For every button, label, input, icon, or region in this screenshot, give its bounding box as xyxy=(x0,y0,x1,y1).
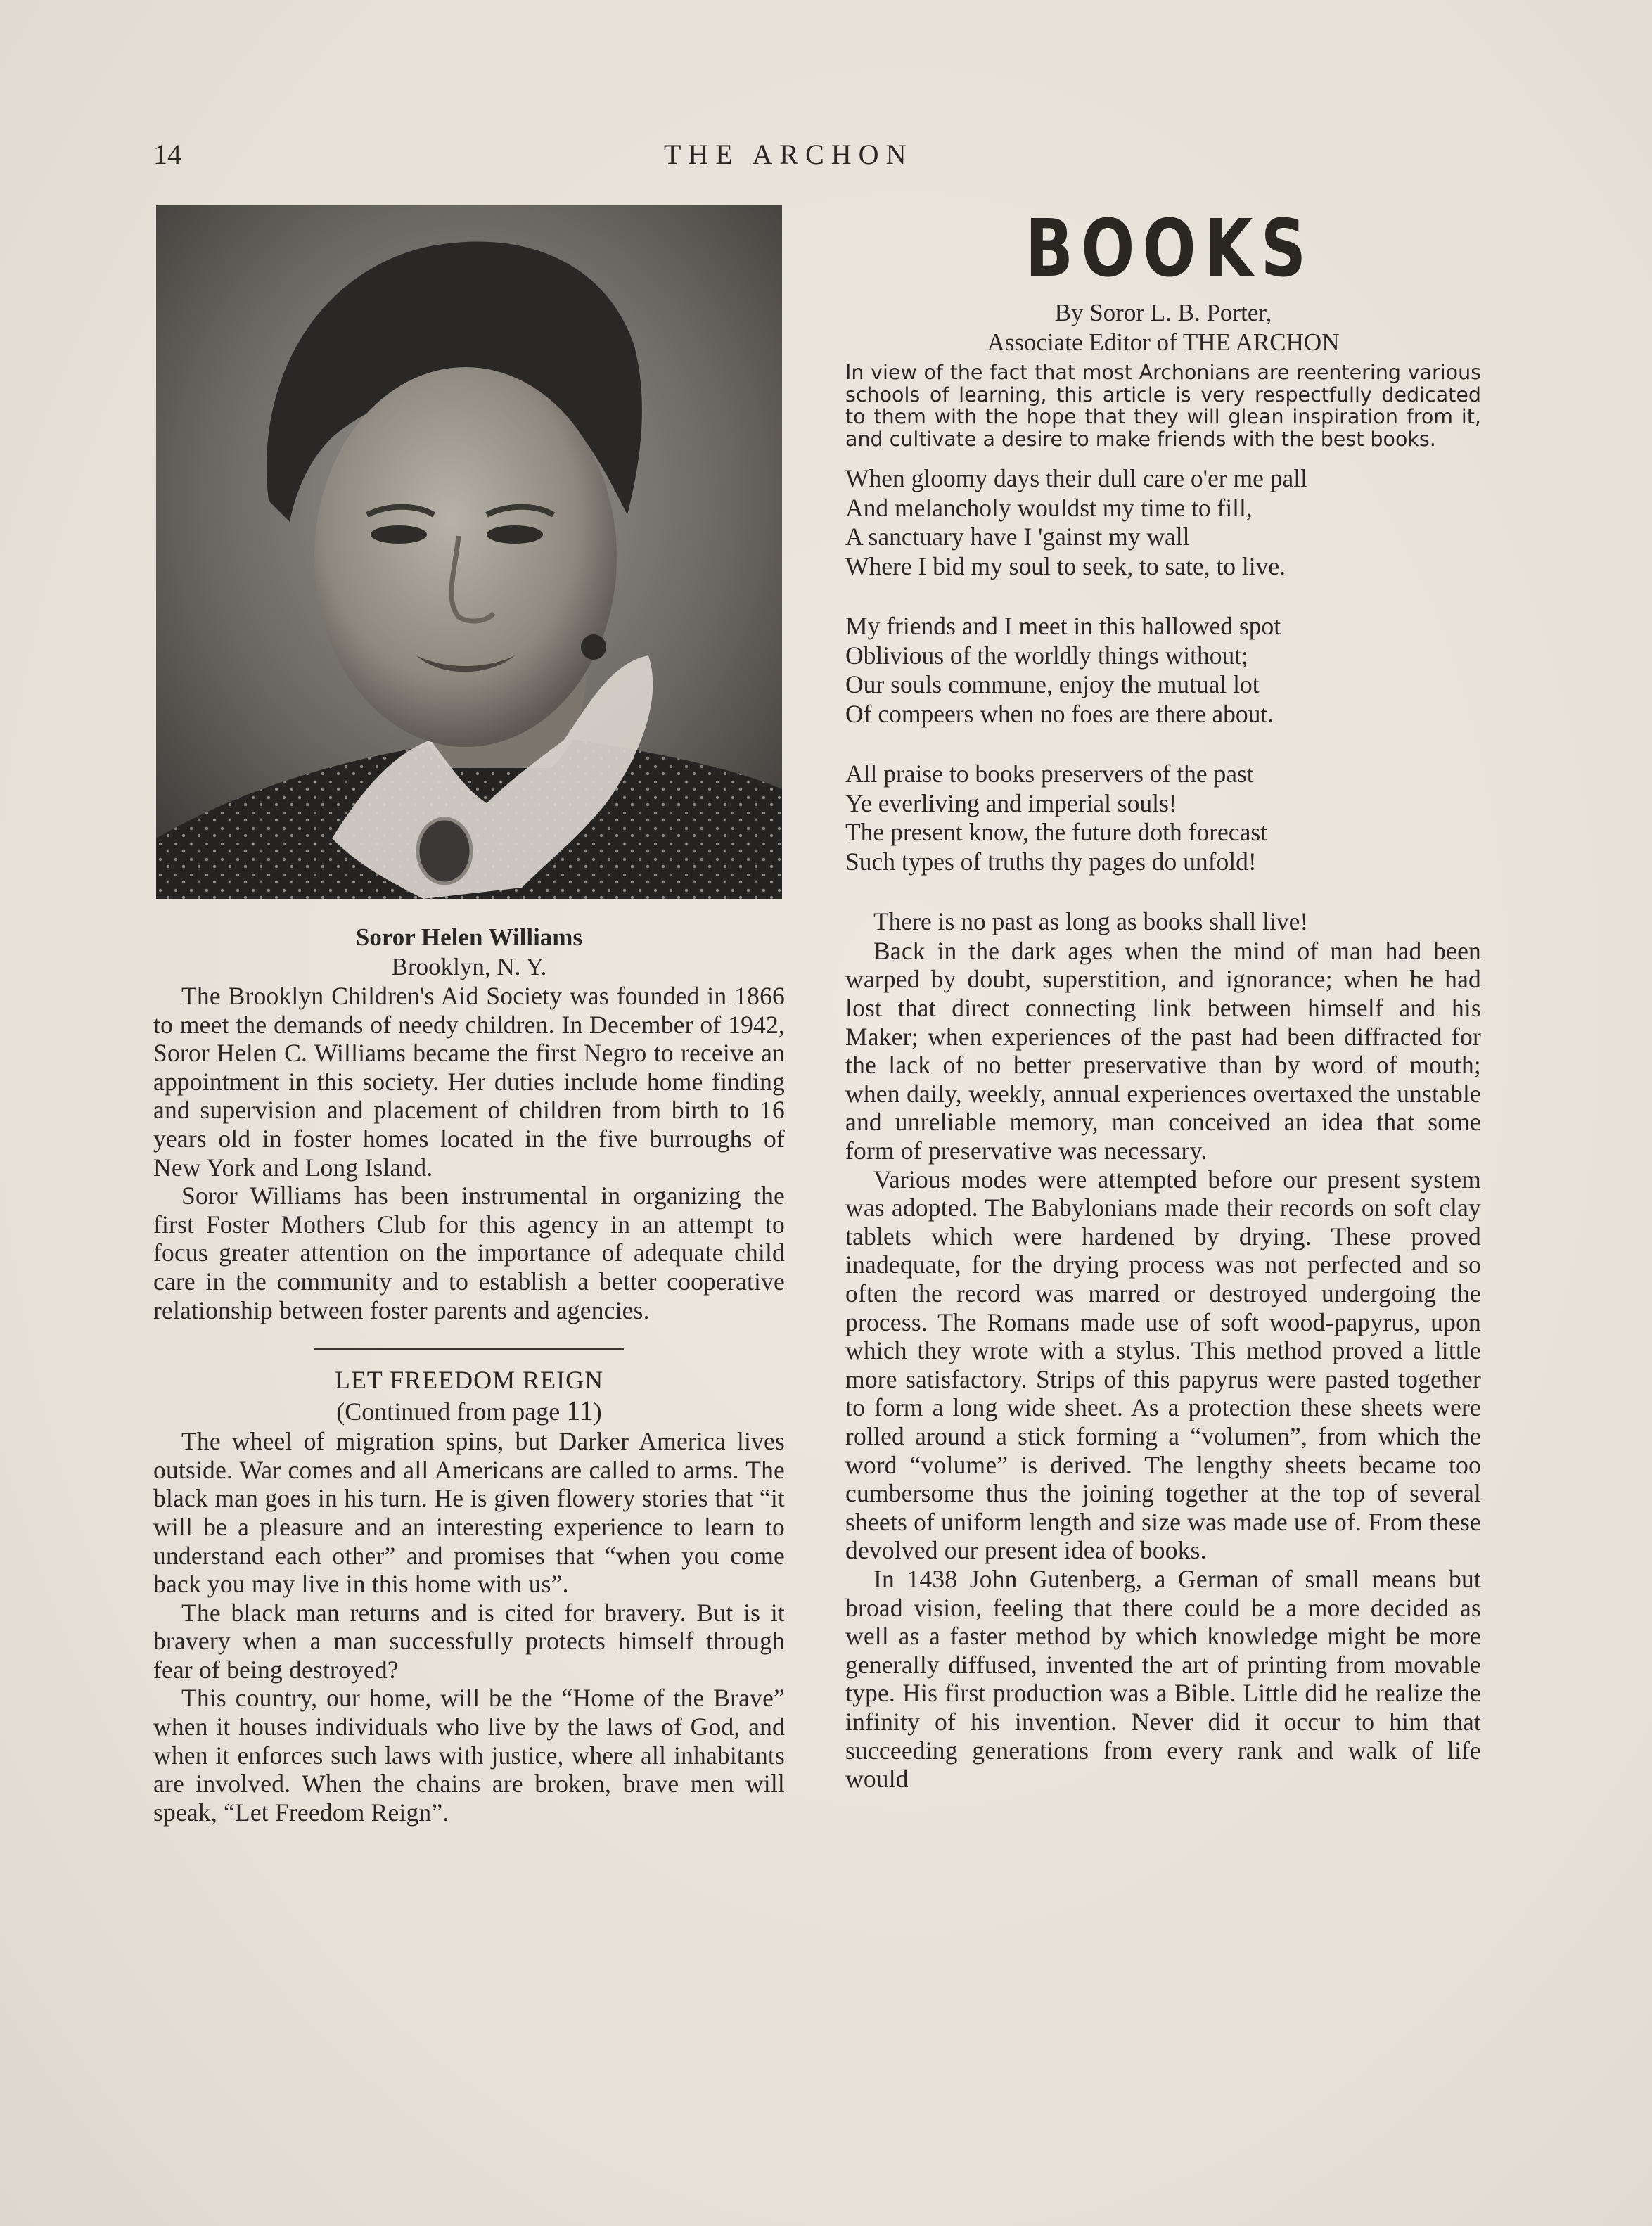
photo-caption-place: Brooklyn, N. Y. xyxy=(391,953,547,980)
poem-line: Ye everliving and imperial souls! xyxy=(845,788,1177,817)
continued-prefix: (Continued from page xyxy=(336,1397,567,1426)
article-intro: In view of the fact that most Archonians are reentering various schools of learning, this article is very respectfully dedicated to them with the hope that they will glean inspiration from it, and cultivate a desire to make friends with the best books. xyxy=(845,361,1481,451)
article-paragraph: The black man returns and is cited for bravery. But is it bravery when a man successfully protects himself through fear of being destroyed? xyxy=(153,1598,785,1684)
right-column xyxy=(845,205,1481,1793)
page-number: 14 xyxy=(153,139,181,170)
portrait-photo xyxy=(156,205,782,899)
poem-line: And melancholy wouldst my time to fill, xyxy=(845,493,1253,522)
article-paragraph: This country, our home, will be the “Home of the Brave” when it houses individuals who live by the laws of God, and when it enforces such laws with justice, where all inhabitants are involved. When the chains are broken, brave men will speak, “Let Freedom Reign”. xyxy=(153,1684,785,1827)
poem-stanza xyxy=(845,464,1481,581)
portrait-illustration xyxy=(156,205,782,899)
article-paragraph: Various modes were attempted before our present system was adopted. The Babylonians made their records on soft clay tablets which were hardened by drying. These proved inadequate, for the drying process was not perfected and so often the record was marred or destroyed undergoing the process. The Romans made use of soft wood-papyrus, upon which they wrote with a stylus. This method proved a little more satisfactory. Strips of this papyrus were pasted together to form a long wide sheet. As a protection these sheets were rolled around a stick forming a “volumen”, from which the word “volume” is derived. The lengthy sheets became too cumbersome thus the joining together at the top of several sheets of uniform length and size was made use of. From these devolved our present idea of books. xyxy=(845,1165,1481,1565)
poem-line: Oblivious of the worldly things without; xyxy=(845,641,1248,670)
photo-caption-name: Soror Helen Williams xyxy=(355,923,583,951)
article-title: BOOKS xyxy=(1025,203,1314,295)
article-paragraph: The wheel of migration spins, but Darker America lives outside. War comes and all Americans are called to arms. The black man goes in his turn. He is given flowery stories that “it will be a pleasure and an interesting experience to learn to understand each other” and promises that “when you come back you may live in this home with us”. xyxy=(153,1427,785,1599)
poem-line: When gloomy days their dull care o'er me pall xyxy=(845,464,1308,493)
article-paragraph: Back in the dark ages when the mind of man had been warped by doubt, superstition, and ignorance; when he had lost that direct connecting link between himself and his Maker; when experiences of the past had been diffracted for the lack of no better preservative than by word of mouth; when daily, weekly, annual experiences overtaxed the unstable and unreliable memory, man conceived an idea that some form of preservative was necessary. xyxy=(845,936,1481,1165)
section-title: LET FREEDOM REIGN xyxy=(334,1366,604,1395)
poem-line: Our souls commune, enjoy the mutual lot xyxy=(845,670,1260,699)
section-divider xyxy=(314,1348,624,1350)
poem-line: Of compeers when no foes are there about. xyxy=(845,699,1274,728)
poem-line: The present know, the future doth forecast xyxy=(845,818,1267,847)
poem-line: All praise to books preservers of the past xyxy=(845,760,1254,788)
article-paragraph: In 1438 John Gutenberg, a German of small means but broad vision, feeling that there could be a more decided as well as a faster method by which knowledge might be more generally diffused, invented the art of printing from movable type. His first production was a Bible. Little did he realize the infinity of his invention. Never did it occur to him that succeeding generations from every rank and walk of life would xyxy=(845,1564,1481,1793)
poem-stanza xyxy=(845,760,1481,876)
running-head xyxy=(153,138,1490,180)
closing-verse: There is no past as long as books shall live! xyxy=(873,907,1309,936)
continued-suffix: ) xyxy=(593,1397,602,1426)
byline-author: By Soror L. B. Porter, xyxy=(1054,299,1272,326)
left-column xyxy=(153,923,785,1827)
continued-note xyxy=(153,1395,785,1427)
poem-line: A sanctuary have I 'gainst my wall xyxy=(845,523,1190,551)
poem-line: Such types of truths thy pages do unfold! xyxy=(845,847,1257,876)
poem-line: Where I bid my soul to seek, to sate, to live. xyxy=(845,551,1286,580)
byline-role: Associate Editor of THE ARCHON xyxy=(987,328,1340,356)
continued-page-number: 11 xyxy=(566,1395,594,1427)
article-paragraph: The Brooklyn Children's Aid Society was founded in 1866 to meet the demands of needy children. In December of 1942, Soror Helen C. Williams became the first Negro to receive an appointment in this society. Her duties include home finding and supervision and placement of children from birth to 16 years old in foster homes located in the five burroughs of New York and Long Island. xyxy=(153,982,785,1182)
magazine-title: THE ARCHON xyxy=(664,139,914,170)
poem-line: My friends and I meet in this hallowed spot xyxy=(845,612,1281,641)
article-paragraph: Soror Williams has been instrumental in organizing the first Foster Mothers Club for this agency in an attempt to focus greater attention on the importance of adequate child care in the community and to establish a better cooperative relationship between foster parents and agencies. xyxy=(153,1182,785,1324)
poem-stanza xyxy=(845,612,1481,729)
